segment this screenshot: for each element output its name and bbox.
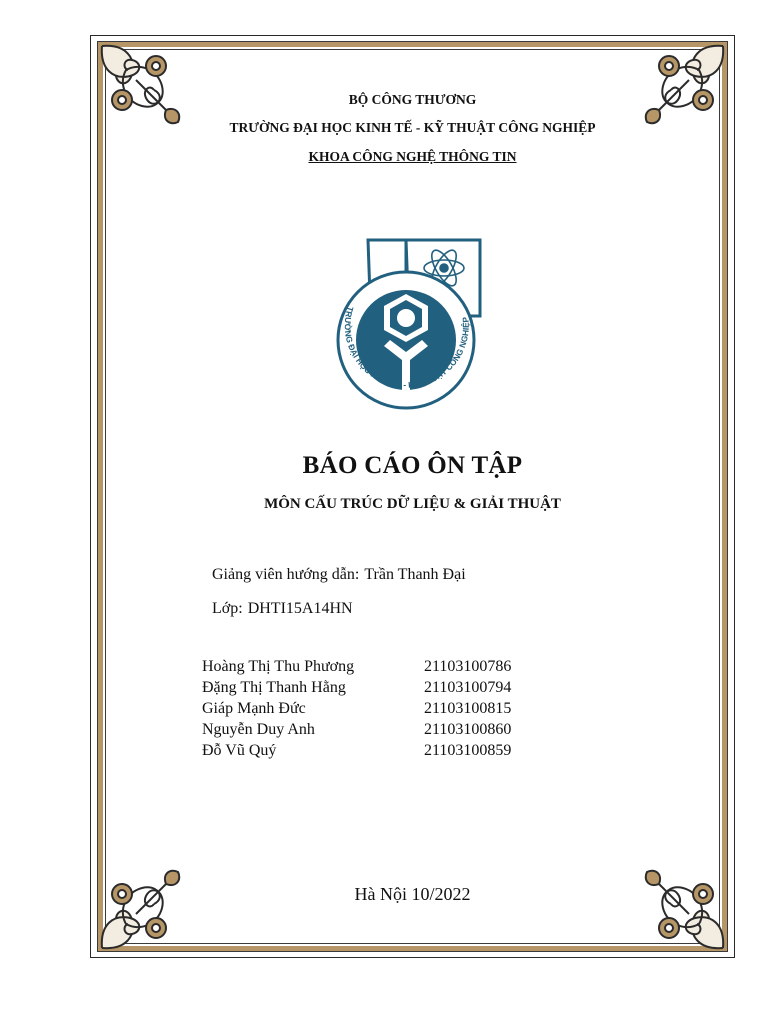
member-name: Đặng Thị Thanh Hằng [202,679,346,696]
corner-ornament-icon [96,40,188,132]
list-item [202,700,542,721]
list-item [202,658,542,679]
member-id: 21103100859 [424,742,512,759]
faculty-heading: KHOA CÔNG NGHỆ THÔNG TIN [308,149,517,164]
member-id: 21103100815 [424,700,512,717]
member-name: Đỗ Vũ Quý [202,742,277,759]
ministry-heading: BỘ CÔNG THƯƠNG [348,92,477,107]
corner-ornament-icon [637,40,729,132]
member-id: 21103100794 [424,679,512,696]
lecturer-name: Trần Thanh Đại [364,566,466,583]
place-date: Hà Nội 10/2022 [354,884,471,904]
member-id: 21103100786 [424,658,512,675]
report-title: BÁO CÁO ÔN TẬP [302,452,523,479]
class-value: DHTI15A14HN [247,600,353,617]
list-item [202,742,542,763]
list-item [202,721,542,742]
member-list [202,658,542,763]
report-subtitle: MÔN CẤU TRÚC DỮ LIỆU & GIẢI THUẬT [264,496,561,512]
corner-ornament-icon [96,862,188,954]
member-name: Giáp Mạnh Đức [202,700,306,717]
corner-ornament-icon [637,862,729,954]
member-id: 21103100860 [424,721,512,738]
lecturer-label: Giảng viên hướng dẫn: [212,566,360,583]
list-item [202,679,542,700]
class-line [212,600,353,618]
member-name: Hoàng Thị Thu Phương [202,658,355,675]
university-seal-icon [326,236,486,416]
lecturer-line [212,566,466,584]
university-heading: TRƯỜNG ĐẠI HỌC KINH TẾ - KỸ THUẬT CÔNG NGHIỆP [229,120,596,135]
member-name: Nguyễn Duy Anh [202,721,315,738]
class-label: Lớp: [212,600,243,617]
logo-ring-text: TRƯỜNG ĐẠI HỌC KINH TẾ - KỸ THUẬT CÔNG NGHIỆP [342,305,471,390]
